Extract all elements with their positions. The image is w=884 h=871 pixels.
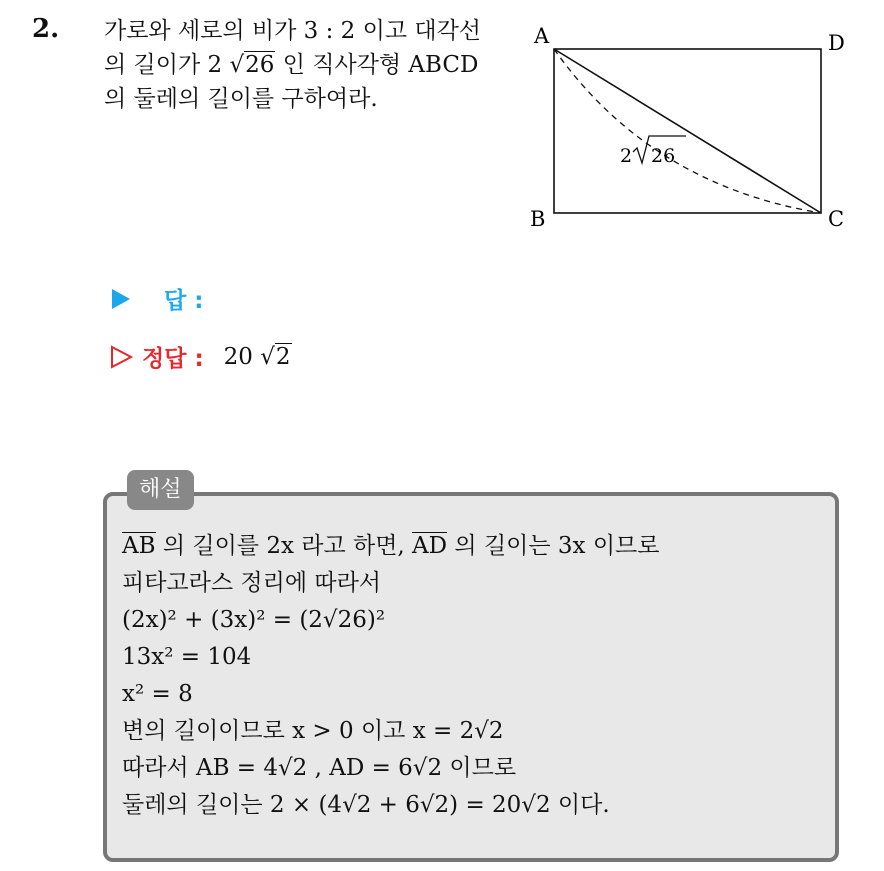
outline-arrow-icon [110, 345, 134, 369]
vertex-a: A [534, 24, 550, 48]
question-line-3: 의 둘레의 길이를 구하여라. [104, 86, 378, 112]
solution-line-3: (2x)² + (3x)² = (2√26)² [122, 607, 386, 633]
solution-line-8: 둘레의 길이는 2 × (4√2 + 6√2) = 20√2 이다. [122, 792, 610, 818]
correct-answer-label: 정답 : [142, 346, 204, 372]
solution-line-2: 피타고라스 정리에 따라서 [122, 570, 382, 596]
question-line-2: 의 길이가 2 √26 인 직사각형 ABCD [104, 48, 514, 82]
solution-line-7: 따라서 AB = 4√2 , AD = 6√2 이므로 [122, 755, 517, 781]
diagonal-ac [554, 49, 821, 213]
answer-label: 답 : [164, 288, 204, 314]
answer-row [110, 282, 203, 315]
correct-answer-row [110, 340, 292, 373]
vertex-b: B [530, 207, 546, 231]
rectangle-figure [520, 20, 860, 240]
question-number: 2. [32, 14, 60, 44]
solution-line-1: AB 의 길이를 2x 라고 하면, AD 의 길이는 3x 이므로 [122, 533, 660, 559]
solution-tag: 해설 [127, 470, 194, 510]
correct-answer-value: 20 √2 [223, 343, 291, 370]
svg-text:26: 26 [651, 145, 676, 167]
vertex-c: C [828, 207, 845, 231]
sqrt-26: √26 [229, 52, 275, 78]
question-text [104, 14, 514, 116]
solution-line-4: 13x² = 104 [122, 644, 252, 670]
question-line-1: 가로와 세로의 비가 3 : 2 이고 대각선 [104, 18, 482, 44]
vertex-d: D [828, 31, 845, 55]
solution-line-6: 변의 길이이므로 x > 0 이고 x = 2√2 [122, 718, 504, 744]
svg-text:2: 2 [620, 145, 633, 167]
play-arrow-icon [110, 287, 132, 311]
solution-line-5: x² = 8 [122, 681, 193, 707]
solution-text [122, 528, 660, 824]
